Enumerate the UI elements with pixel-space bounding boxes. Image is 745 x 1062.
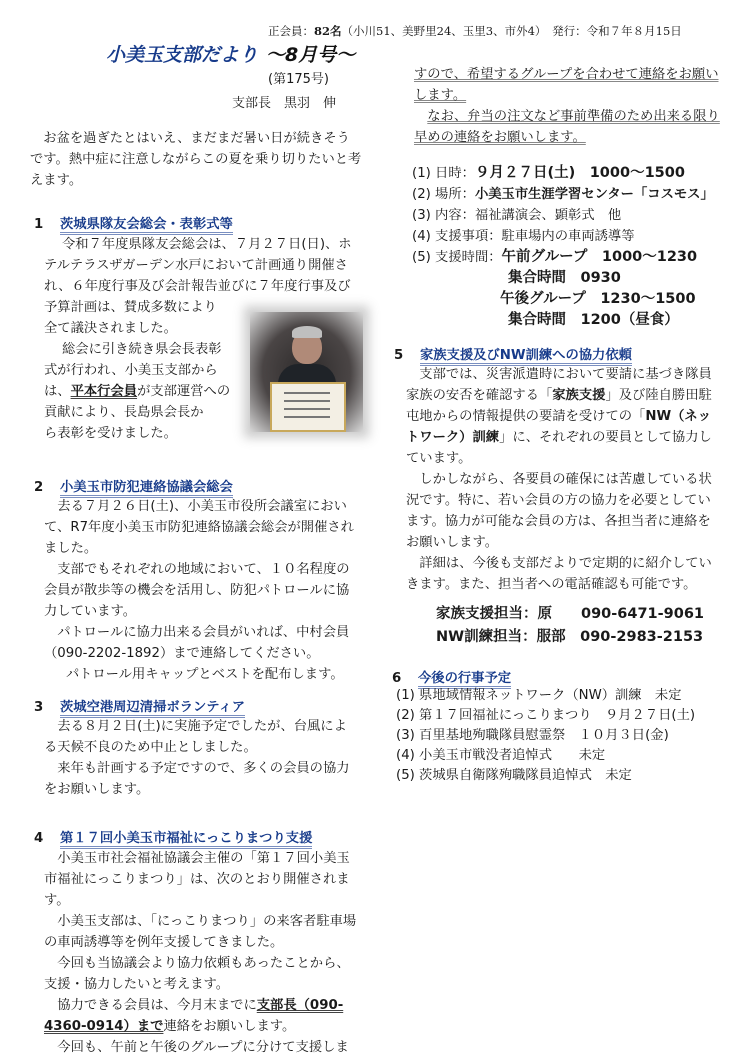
content-value: 福祉講演会、顕彰式 他 [474, 208, 622, 223]
section1-line: が支部運営への [137, 384, 231, 399]
award-photo [250, 312, 363, 432]
am-meet-time: 集合時間 0930 [508, 270, 621, 286]
section4-paragraph: 連絡をお願いします。 [163, 1019, 296, 1034]
section1-line: れ、６年度行事及び会計報告並びに７年度行事及び [44, 279, 351, 294]
pm-meet-time: 集合時間 1200（昼食） [508, 312, 679, 328]
list-item: (5) 茨城県自衛隊殉職隊員追悼式 未定 [396, 768, 632, 783]
pm-group: 午後グループ 1230～1500 [500, 291, 696, 307]
section2-heading [34, 476, 233, 495]
section5-text: 支部では、災害派遣時において要請に基づき隊員家族の安否を確認する「 [406, 367, 712, 403]
event-schedule [412, 163, 714, 331]
section4-paragraph: 小美玉市社会福祉協議会主催の「第１７回小美玉市福祉にっこりまつり」は、次のとおり開催されます。 [44, 851, 350, 908]
masthead [106, 40, 355, 67]
date-value: ９月２７日(土) 1000～1500 [474, 165, 685, 181]
section5-paragraph: しかしながら、各要員の確保には苦慮している状況です。特に、若い会員の方の協力を必要としています。協力が可能な会員の方は、各担当者に連絡をお願いします。 [406, 472, 712, 550]
section5-text: 」及び陸自勝田駐屯地からの情報提供の要請を受けての「 [406, 388, 712, 424]
section1-line: ら表彰を受けました。 [44, 426, 177, 441]
month-label: ～8月号～ [266, 44, 356, 66]
upcoming-events-list [396, 686, 695, 786]
time-label: (5) 支援時間： [412, 250, 502, 265]
section4-number: 4 [34, 831, 44, 846]
section1-number: 1 [34, 217, 44, 232]
section4-paragraph: 協力できる会員は、今月末までに [57, 998, 257, 1013]
section3-heading [34, 696, 245, 715]
section5-number: 5 [394, 348, 404, 363]
section4-paragraph: 小美玉支部は、「にっこりまつり」の来客者駐車場の車両誘導等を例年支援してきました。 [44, 914, 357, 950]
nw-training-contact: NW訓練担当：服部 090-2983-2153 [436, 629, 704, 645]
section2-paragraph: 去る７月２６日(土)、小美玉市役所会議室において、R7年度小美玉市防犯連絡協議会総会が開催されました。 [44, 499, 354, 556]
certificate-image [270, 382, 346, 432]
content-label: (3) 内容： [412, 208, 475, 223]
section1-line: 令和７年度県隊友会総会は、７月２７日(日)、ホ [62, 237, 352, 252]
section4-title: 第１７回小美玉市福祉にっこりまつり支援 [60, 831, 312, 849]
support-label: (4) 支援事項： [412, 229, 502, 244]
section2-number: 2 [34, 480, 44, 495]
section1-line: 貢献により、長島県会長か [44, 405, 204, 420]
list-item: (1) 県地域情報ネットワーク（NW）訓練 未定 [396, 688, 682, 703]
section3-title: 茨城空港周辺清掃ボランティア [60, 700, 245, 718]
members-count: 82名 [314, 24, 342, 38]
date-label: (1) 日時： [412, 166, 475, 181]
section3-paragraph: 去る８月２日(土)に実施予定でしたが、台風による天候不良のため中止としました。 [44, 719, 347, 755]
section1-line: 全て議決されました。 [44, 321, 177, 336]
section5-body [406, 364, 720, 595]
section1-line: 総会に引き続き県会長表彰 [62, 342, 222, 357]
issue-number: (第175号) [268, 72, 329, 87]
list-item: (2) 第１７回福祉にっこりまつり ９月２７日(土) [396, 708, 696, 723]
place-value: 小美玉市生涯学習センター「コスモス」 [474, 187, 714, 202]
section6-title: 今後の行事予定 [418, 671, 511, 689]
author-line: 支部長 黒羽 伸 [232, 96, 337, 111]
list-item: (3) 百里基地殉職隊員慰霊祭 １０月３日(金) [396, 728, 669, 743]
section3-body [44, 716, 360, 800]
section1-title: 茨城県隊友会総会・表彰式等 [60, 217, 233, 235]
section1-heading [34, 213, 233, 232]
section3-number: 3 [34, 700, 44, 715]
members-label: 正会員： [268, 24, 314, 38]
nw-training-term: NW（ネットワーク）訓練 [406, 409, 712, 445]
section2-paragraph: 支部でもそれぞれの地域において、１０名程度の会員が散歩等の機会を活用し、防犯パトロールに協力しています。 [44, 562, 350, 619]
newsletter-title: 小美玉支部だより [106, 44, 259, 66]
section2-title: 小美玉市防犯連絡協議会総会 [60, 480, 233, 498]
members-breakdown: （小川51、美野里24、玉里3、市外4） [341, 24, 541, 38]
section4-paragraph: 今回も当協議会より協力依頼もあったことから、支援・協力したいと考えます。 [44, 956, 350, 992]
awardee-name: 平本行会員 [70, 384, 138, 399]
section5-paragraph: 詳細は、今後も支部だよりで定期的に紹介していきます。また、担当者への電話確認も可能です。 [406, 556, 712, 592]
intro-paragraph: お盆を過ぎたとはいえ、まだまだ暑い日が続きそうです。熱中症に注意しながらこの夏を乗り切りたいと考えます。 [30, 131, 362, 188]
section4-body [44, 848, 360, 1058]
branch-chief-contact: 支部長（090-4360-0914）まで [44, 998, 344, 1034]
section3-paragraph: 来年も計画する予定ですので、多くの会員の協力をお願いします。 [44, 761, 350, 797]
support-value: 駐車場内の車両誘導等 [501, 229, 635, 244]
family-support-contact: 家族支援担当：原 090-6471-9061 [436, 606, 705, 622]
continuation-paragraph: なお、弁当の注文など事前準備のため出来る限り早めの連絡をお願いします。 [414, 109, 720, 145]
continuation-paragraph: すので、希望するグループを合わせて連絡をお願いします。 [414, 67, 719, 103]
section5-heading [394, 344, 632, 363]
section6-heading [392, 667, 511, 686]
section1-line: テルテラスザガーデン水戸において計画通り開催さ [44, 258, 348, 273]
section1-line: 式が行われ、小美玉支部から [44, 363, 218, 378]
section1-paragraph2 [44, 339, 244, 444]
family-support-term: 家族支援 [552, 388, 606, 403]
section2-paragraph: パトロールに協力出来る会員がいれば、中村会員（090-2202-1892）まで連絡してください。 [44, 625, 350, 661]
place-label: (2) 場所： [412, 187, 475, 202]
section4-heading [34, 827, 312, 846]
section2-paragraph: パトロール用キャップとベストを配布します。 [66, 667, 344, 682]
section1-line: は、 [44, 384, 71, 399]
issue-date: 発行：令和７年８月15日 [552, 24, 682, 38]
section4-paragraph: 今回も、午前と午後のグループに分けて支援しま [57, 1040, 349, 1055]
am-group: 午前グループ 1000～1230 [501, 249, 698, 265]
section5-title: 家族支援及びNW訓練への協力依頼 [420, 348, 632, 366]
header-info [268, 23, 738, 39]
section5-text: 」に、それぞれの要員として協力しています。 [406, 430, 712, 466]
section2-body [44, 496, 360, 685]
section6-number: 6 [392, 671, 402, 686]
right-continuation [400, 64, 722, 148]
list-item: (4) 小美玉市戦没者追悼式 未定 [396, 748, 606, 763]
section1-line: 予算計画は、賛成多数により [44, 300, 217, 315]
